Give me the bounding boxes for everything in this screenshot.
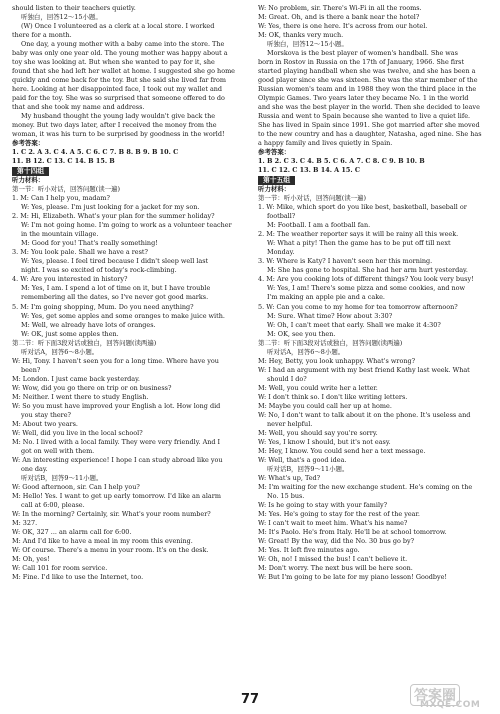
text-line: 11. B 12. C 13. C 14. B 15. B bbox=[12, 157, 115, 166]
text-line: W: Yes, please. I'm just looking for a jacket for my son. bbox=[21, 203, 200, 212]
text-line: M: And I'd like to have a meal in my room this evening. bbox=[12, 536, 193, 545]
text-line: W: In the morning? Certainly, sir. What's your room number? bbox=[12, 509, 211, 518]
text-line: M: Hey, Betty, you look unhappy. What's wrong? bbox=[258, 356, 416, 365]
text-line: W: I'm not going home. I'm going to work as a volunteer teacher bbox=[21, 221, 232, 230]
text-line: 听对话A，回答6～8小题。 bbox=[21, 347, 99, 356]
right-column bbox=[258, 4, 490, 582]
text-line: 听力材料： bbox=[12, 176, 45, 185]
text-line: born in Rostov in Russia on the 17th of January, 1966. She first bbox=[258, 58, 465, 67]
text-line: M: OK, see you then. bbox=[267, 329, 336, 338]
text-line: 11. C 12. C 13. B 14. A 15. C bbox=[258, 166, 360, 175]
text-line: W: Yes, please. I feel tired because I didn't sleep well last bbox=[21, 257, 209, 266]
text-line: should I do? bbox=[267, 374, 307, 383]
text-line: M: 327. bbox=[12, 518, 38, 527]
text-line: M: No. I lived with a local family. They were very friendly. And I bbox=[12, 437, 221, 446]
text-line: W: An interesting experience! I hope I can study abroad like you bbox=[12, 455, 223, 464]
text-line: W: Well, that's a good idea. bbox=[258, 455, 347, 464]
text-line: M: About two years. bbox=[12, 419, 78, 428]
text-line: football? bbox=[267, 212, 296, 221]
text-line: W: Is he going to stay with your family? bbox=[258, 500, 388, 509]
text-line: 参考答案： bbox=[258, 148, 291, 157]
text-line: M: Football. I am a football fan. bbox=[267, 221, 371, 230]
text-line: W: So you must have improved your English a lot. How long did bbox=[12, 401, 221, 410]
text-line: 听力材料： bbox=[258, 185, 291, 194]
text-line: M: Good for you! That's really something! bbox=[21, 239, 158, 248]
text-line: No. 15 bus. bbox=[267, 491, 305, 500]
text-line: M: OK, thanks very much. bbox=[258, 31, 344, 40]
text-line: 1. C 2. A 3. C 4. A 5. C 6. C 7. B 8. B 9. B 10. C bbox=[12, 148, 179, 157]
text-line: W: Good afternoon, sir. Can I help you? bbox=[12, 482, 140, 491]
text-line: M: Don't worry. The next bus will be here soon. bbox=[258, 563, 413, 572]
text-line: 1. B 2. C 3. C 4. B 5. C 6. A 7. C 8. C 9. B 10. B bbox=[258, 157, 425, 166]
text-line: W: Of course. There's a menu in your room. It's on the desk. bbox=[12, 545, 209, 554]
text-line: 第二节：听下面3段对话或独白，回答问题(读两遍) bbox=[258, 338, 403, 347]
text-line: Olympic Games. Two years later they became No. 1 in the world bbox=[258, 94, 469, 103]
text-line: W: Yes, I am! There's some pizza and some cookies, and now bbox=[267, 284, 466, 293]
watermark-logo bbox=[410, 682, 496, 712]
text-line: 听对话A，回答6～8小题。 bbox=[267, 347, 345, 356]
text-line: M: Fine. I'd like to use the Internet, too. bbox=[12, 572, 144, 581]
text-line: there for a month. bbox=[12, 31, 72, 40]
text-line: should listen to their teachers quietly. bbox=[12, 4, 136, 12]
text-line: 听对话B，回答9～11小题。 bbox=[21, 473, 103, 482]
text-line: W: Wow, did you go there on trip or on business? bbox=[12, 383, 172, 392]
text-line: M: London. I just came back yesterday. bbox=[12, 374, 140, 383]
text-line: M: It's Paolo. He's from Italy. He'll be at school tomorrow. bbox=[258, 527, 447, 536]
text-line: W: I can't wait to meet him. What's his name? bbox=[258, 518, 408, 527]
text-line: here. Looking at her disappointed face, I took out my wallet and bbox=[12, 85, 223, 94]
text-line: remembering all the dates, so I've never got good marks. bbox=[21, 293, 209, 302]
text-line: 第一节：听小对话，回答问题(读一遍) bbox=[12, 185, 121, 194]
text-line: W: I don't think so. I don't like writing letters. bbox=[258, 392, 408, 401]
text-line: 2. M: Hi, Elizabeth. What's your plan for the summer holiday? bbox=[12, 212, 215, 221]
text-line: call at 6:00, please. bbox=[21, 500, 85, 509]
section-header-row bbox=[12, 166, 244, 176]
text-line: M: Yes, I am. I spend a lot of time on it, but I have trouble bbox=[21, 284, 211, 293]
text-line: W: I had an argument with my best friend Kathy last week. What bbox=[258, 365, 470, 374]
text-line: M: She has gone to hospital. She had her arm hurt yesterday. bbox=[267, 266, 468, 275]
text-line: baby was only one year old. The young mother was happy about a bbox=[12, 49, 228, 58]
text-line: M: Great. Oh, and is there a bank near the hotel? bbox=[258, 13, 420, 22]
text-line: paid for the toy. She was so surprised that someone offered to do bbox=[12, 94, 225, 103]
text-line: 2. M: The weather reporter says it will be rainy all this week. bbox=[258, 230, 459, 239]
text-line: Russian women's team and in 1988 they won the third place in the bbox=[258, 85, 477, 94]
text-line: 1. W: Mike, which sport do you like best, basketball, baseball or bbox=[258, 203, 467, 212]
text-line: night. I was so excited of today's rock-climbing. bbox=[21, 266, 177, 275]
text-line: money. But two days later, after I received the money from the bbox=[12, 121, 217, 130]
text-line: W: Oh, no! I missed the bus! I can't believe it. bbox=[258, 554, 408, 563]
text-line: 1. M: Can I help you, madam? bbox=[12, 194, 110, 203]
watermark-text: 答案圈 bbox=[410, 684, 460, 706]
text-line: M: Sure. What time? How about 3:30? bbox=[267, 311, 393, 320]
text-line: 听对话B，回答9～11小题。 bbox=[267, 464, 349, 473]
text-line: one day. bbox=[21, 464, 48, 473]
section-title: 第十四组 bbox=[12, 167, 49, 176]
text-line: 3. M: You look pale. Shall we have a rest? bbox=[12, 248, 148, 257]
text-line: W: Hi, Tony. I haven't seen you for a long time. Where have you bbox=[12, 356, 219, 365]
text-line: woman, it was his turn to be surprised by goodness in the world! bbox=[12, 130, 225, 139]
text-line: never helpful. bbox=[267, 419, 313, 428]
text-line: W: Yes, get some apples and some oranges to make juice with. bbox=[21, 311, 225, 320]
page-number: 77 bbox=[240, 692, 260, 707]
text-line: M: Yes. He's going to stay for the rest of the year. bbox=[258, 509, 420, 518]
text-line: M: Neither. I went there to study English. bbox=[12, 392, 149, 401]
text-line: W: What's up, Ted? bbox=[258, 473, 321, 482]
text-line: (W) Once I volunteered as a clerk at a local store. I worked bbox=[21, 22, 215, 31]
text-line: 3. W: Where is Katy? I haven't seen her this morning. bbox=[258, 257, 433, 266]
text-line: been? bbox=[21, 365, 41, 374]
text-line: 第一节：听小对话，回答问题(读一遍) bbox=[258, 194, 367, 203]
text-line: M: Well, you should say you're sorry. bbox=[258, 428, 378, 437]
text-line: W: Great! By the way, did the No. 30 bus go by? bbox=[258, 536, 415, 545]
text-line: quickly and come back for the toy. But she said she lived far from bbox=[12, 76, 226, 85]
text-line: you stay there? bbox=[21, 410, 71, 419]
text-line: 听独白，回答12～15小题。 bbox=[267, 40, 348, 49]
text-line: W: Oh, I can't meet that early. Shall we make it 4:30? bbox=[267, 320, 441, 329]
text-line: W: But I'm going to be late for my piano lesson! Goodbye! bbox=[258, 572, 447, 581]
text-line: I'm making an apple pie and a cake. bbox=[267, 293, 385, 302]
text-line: M: Maybe you could call her up at home. bbox=[258, 401, 392, 410]
text-line: M: Well, we already have lots of oranges. bbox=[21, 320, 156, 329]
text-line: W: Yes, I know I should, but it's not easy. bbox=[258, 437, 391, 446]
text-line: a happy family and lives quietly in Spain. bbox=[258, 139, 393, 148]
text-line: M: Oh, yes! bbox=[12, 554, 50, 563]
text-line: M: Well, you could write her a letter. bbox=[258, 383, 378, 392]
text-line: 第二节：听下面3段对话或独白，回答问题(读两遍) bbox=[12, 338, 157, 347]
watermark-url: MXQE.COM bbox=[420, 700, 481, 710]
text-line: Russia and went to Spain because she wanted to live a quiet life. bbox=[258, 112, 471, 121]
text-line: 4. M: Are you cooking lots of different things? You look very busy! bbox=[258, 275, 474, 284]
text-line: 5. W: Can you come to my home for tea tomorrow afternoon? bbox=[258, 302, 458, 311]
text-line: 听独白，回答12～15小题。 bbox=[21, 13, 102, 22]
text-line: good player since she was sixteen. She was the star member of the bbox=[258, 76, 478, 85]
text-line: My husband thought the young lady wouldn't give back the bbox=[21, 112, 216, 121]
text-line: 5. M: I'm going shopping, Mum. Do you need anything? bbox=[12, 302, 194, 311]
text-line: M: Yes. It left five minutes ago. bbox=[258, 545, 360, 554]
text-line: W: What a pity! Then the game has to be put off till next bbox=[267, 239, 451, 248]
section-header-row bbox=[258, 175, 490, 185]
text-line: that and she took my name and address. bbox=[12, 103, 145, 112]
text-line: in the mountain village. bbox=[21, 230, 99, 239]
section-title: 第十五组 bbox=[258, 176, 295, 185]
text-line: got on well with them. bbox=[21, 446, 95, 455]
text-line: Morskova is the best player of women's handball. She was bbox=[267, 49, 458, 58]
left-column bbox=[12, 4, 244, 582]
text-line: started playing handball when she was twelve, and she has been a bbox=[258, 67, 476, 76]
text-line: M: Hey, I know. You could send her a text message. bbox=[258, 446, 426, 455]
text-line: W: OK, just some apples then. bbox=[21, 329, 119, 338]
text-line: 4. W: Are you interested in history? bbox=[12, 275, 128, 284]
text-line: found that she had left her wallet at home. I suggested she go home bbox=[12, 67, 235, 76]
text-line: Monday. bbox=[267, 248, 295, 257]
text-line: and she was the best player in the world. Then she decided to leave bbox=[258, 103, 480, 112]
text-line: She has lived in Spain since 1991. She got married after she moved bbox=[258, 121, 480, 130]
text-line: 参考答案： bbox=[12, 139, 45, 148]
text-line: W: Well, did you live in the local school? bbox=[12, 428, 143, 437]
text-line: W: OK, 327 ... an alarm call for 6:00. bbox=[12, 527, 132, 536]
text-line: M: I'm waiting for the new exchange student. He's coming on the bbox=[258, 482, 473, 491]
text-line: toy she was looking at. But when she wanted to pay for it, she bbox=[12, 58, 215, 67]
text-line: W: Yes, there is one here. It's across from our hotel. bbox=[258, 22, 428, 31]
text-line: One day, a young mother with a baby came into the store. The bbox=[21, 40, 225, 49]
text-line: to the new country and has a daughter, Natasha, aged nine. She has bbox=[258, 130, 482, 139]
text-line: W: No, I don't want to talk about it on the phone. It's useless and bbox=[258, 410, 471, 419]
text-line: W: No problem, sir. There's Wi-Fi in all the rooms. bbox=[258, 4, 422, 12]
text-line: W: Call 101 for room service. bbox=[12, 563, 108, 572]
text-line: M: Hello! Yes. I want to get up early tomorrow. I'd like an alarm bbox=[12, 491, 221, 500]
